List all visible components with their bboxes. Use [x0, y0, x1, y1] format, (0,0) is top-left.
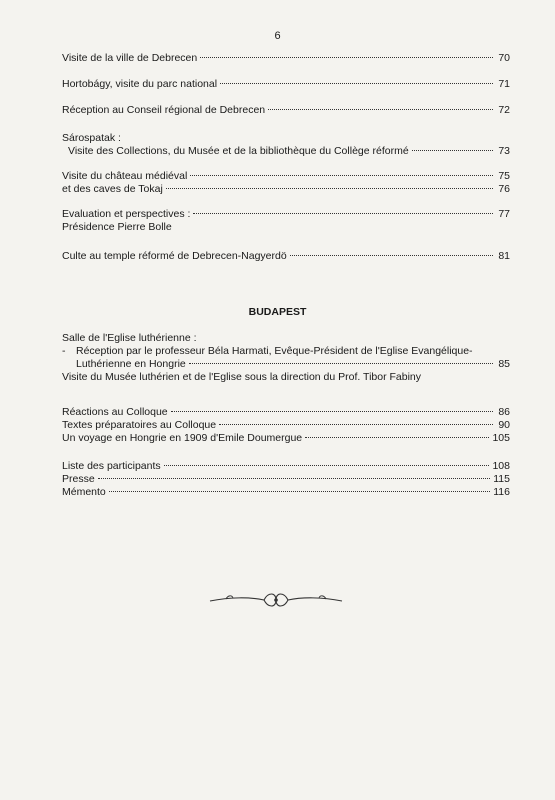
dot-leader [166, 188, 493, 189]
toc-entry-heading: Sárospatak : [62, 132, 121, 144]
toc-entry-heading: Salle de l'Eglise luthérienne : [62, 332, 197, 344]
toc-line [62, 460, 510, 473]
toc-page-number: 76 [498, 183, 510, 195]
dot-leader [290, 255, 493, 256]
toc-entry-title: Visite du Musée luthérien et de l'Eglise sous la direction du Prof. Tibor Fabiny [62, 371, 422, 383]
flourish-ornament-icon [206, 588, 346, 612]
toc-subentry [62, 345, 510, 371]
toc-entry-title: Visite des Collections, du Musée et de la bibliothèque du Collège réformé [68, 145, 409, 157]
toc-entry-title: Hortobágy, visite du parc national [62, 78, 218, 90]
page-number: 6 [274, 30, 281, 42]
toc-entry-title: Textes préparatoires au Colloque [62, 419, 217, 431]
dot-leader [98, 478, 491, 479]
toc-entry-title: Evaluation et perspectives : [62, 208, 191, 220]
toc-line [62, 473, 510, 486]
dot-leader [200, 57, 493, 58]
toc-entry-title: et des caves de Tokaj [62, 183, 163, 195]
toc-entry-title: Réactions au Colloque [62, 406, 168, 418]
toc-entry [62, 250, 510, 263]
toc-entry [62, 132, 510, 158]
toc-page-number: 71 [498, 78, 510, 90]
toc-page-number: 105 [492, 432, 510, 444]
toc-line [62, 104, 510, 117]
toc-entry [62, 332, 510, 384]
toc-entry-subtitle: Présidence Pierre Bolle [62, 221, 172, 233]
dot-leader [171, 411, 493, 412]
toc-page-number: 115 [493, 473, 510, 485]
dot-leader [220, 83, 493, 84]
toc-page-number: 81 [498, 250, 510, 262]
toc-line [62, 78, 510, 91]
toc-page-number: 77 [498, 208, 510, 220]
toc-line [62, 406, 510, 419]
toc-line [62, 183, 510, 196]
toc-page-number: 86 [498, 406, 510, 418]
toc-line [62, 145, 510, 158]
toc-line [62, 170, 510, 183]
toc-entry-title: Presse [62, 473, 95, 485]
toc-page-number: 73 [498, 145, 510, 157]
toc-entry [62, 52, 510, 65]
dot-leader [164, 465, 490, 466]
toc-entry-title: Réception au Conseil régional de Debrecen [62, 104, 266, 116]
toc-entry-title: Luthérienne en Hongrie [76, 358, 186, 370]
toc-page-number: 70 [498, 52, 510, 64]
toc-entry [62, 406, 510, 445]
toc-page-number: 75 [498, 170, 510, 182]
toc-entry-title: Visite du château médiéval [62, 170, 188, 182]
toc-page-number: 85 [498, 358, 510, 370]
toc-page-number: 108 [492, 460, 510, 472]
dot-leader [268, 109, 493, 110]
toc-line [76, 358, 510, 371]
toc-line [62, 432, 510, 445]
dot-leader [219, 424, 493, 425]
toc-page-number: 116 [493, 486, 510, 498]
dash-bullet: - [62, 345, 66, 357]
toc-entry-title: Visite de la ville de Debrecen [62, 52, 198, 64]
toc-entry-title: Un voyage en Hongrie en 1909 d'Emile Doumergue [62, 432, 303, 444]
toc-entry-title: Mémento [62, 486, 106, 498]
toc-entry [62, 104, 510, 117]
toc-entry-title: Culte au temple réformé de Debrecen-Nagyerdö [62, 250, 287, 262]
dot-leader [193, 213, 493, 214]
toc-entry-title: Liste des participants [62, 460, 161, 472]
toc-line [62, 486, 510, 499]
toc-page-number: 72 [498, 104, 510, 116]
toc-page-number: 90 [498, 419, 510, 431]
toc-line [62, 52, 510, 65]
toc-entry [62, 208, 510, 234]
dot-leader [412, 150, 493, 151]
toc-entry [62, 170, 510, 196]
dot-leader [109, 491, 490, 492]
toc-line [62, 208, 510, 221]
section-title: BUDAPEST [248, 306, 307, 318]
toc-line [62, 419, 510, 432]
toc-entry-title: Réception par le professeur Béla Harmati, Evêque-Président de l'Eglise Evangélique- [76, 345, 473, 357]
toc-line [62, 250, 510, 263]
dot-leader [305, 437, 489, 438]
toc-entry [62, 78, 510, 91]
dot-leader [190, 175, 493, 176]
dot-leader [189, 363, 493, 364]
toc-entry [62, 460, 510, 499]
